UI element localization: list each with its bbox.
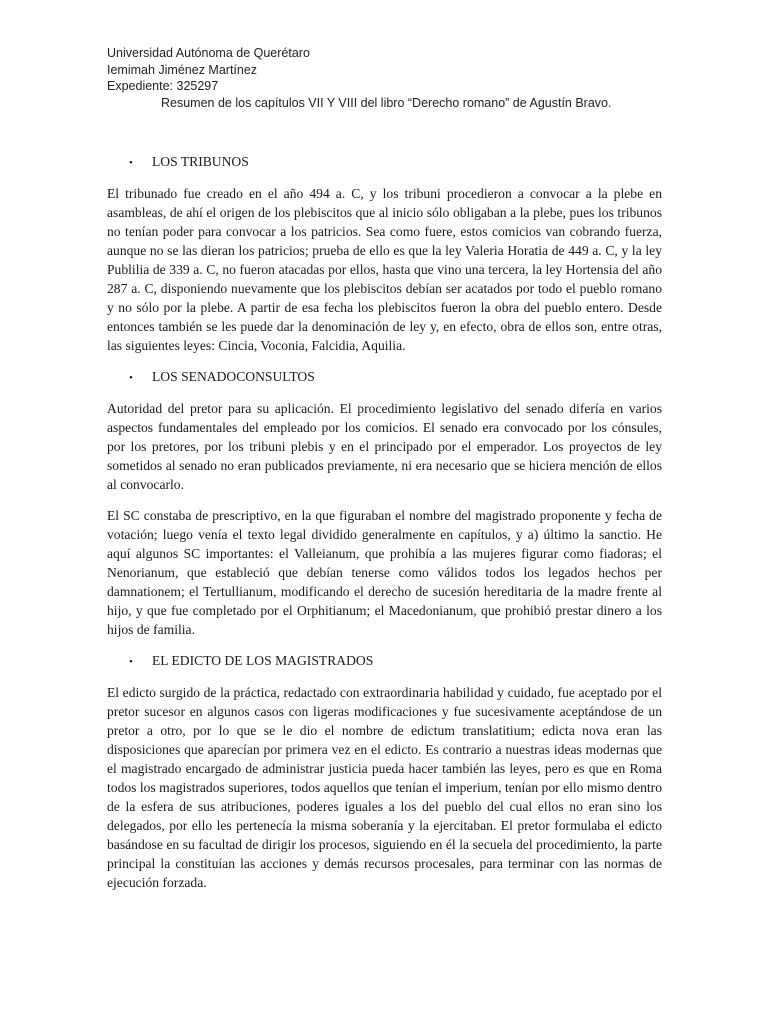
paragraph: El SC constaba de prescriptivo, en la que figuraban el nombre del magistrado proponente y fecha de votación; luego venía el texto legal dividido generalmente en capítulos, y a) último la sanctio. He aquí algunos SC importantes: el Valleianum, que prohibía a las mujeres figurar como fiadoras; el Nenorianum, que estableció que debían tenerse como válidos todos los legados hechos per damnationem; el Tertullianum, modificando el derecho de sucesión hereditaria de la madre frente al hijo, y que fue completado por el Orphitianum; el Macedonianum, que prohibió prestar dinero a los hijos de familia. bbox=[107, 508, 662, 637]
university-name: Universidad Autónoma de Querétaro bbox=[107, 46, 310, 60]
file-number: Expediente: 325297 bbox=[107, 79, 219, 93]
section-heading-senadoconsultos bbox=[107, 367, 662, 388]
section-heading-tribunos bbox=[107, 152, 662, 173]
paragraph: Autoridad del pretor para su aplicación. El procedimiento legislativo del senado difería en varios aspectos fundamentales del empleado por los comicios. El senado era convocado por los cónsules, por los pretores, por los tribuni plebis y en el principado por el emperador. Los proyectos de ley sometidos al senado no eran publicados previamente, ni era necesario que se hiciera mención de ellos al convocarlo. bbox=[107, 401, 662, 492]
document-header bbox=[107, 45, 687, 111]
document-body bbox=[107, 152, 662, 892]
section-title: EL EDICTO DE LOS MAGISTRADOS bbox=[152, 653, 374, 668]
bullet-icon: • bbox=[129, 372, 133, 384]
document-subtitle: Resumen de los capítulos VII Y VIII del libro “Derecho romano” de Agustín Bravo. bbox=[161, 95, 612, 110]
section-title: LOS TRIBUNOS bbox=[152, 154, 249, 169]
section-heading-edicto bbox=[107, 651, 662, 672]
student-name: Iemimah Jiménez Martínez bbox=[107, 62, 258, 77]
paragraph: El tribunado fue creado en el año 494 a. C, y los tribuni procedieron a convocar a la plebe en asambleas, de ahí el origen de los plebiscitos que al inicio sólo obligaban a la plebe, pues los tribunos no tenían poder para convocar a los patricios. Sea como fuere, estos comicios van cobrando fuerza, aunque no se las dieran los patricios; prueba de ello es que la ley Valeria Horatia de 449 a. C, y la ley Publilia de 339 a. C, no fueron atacadas por ellos, hasta que vino una tercera, la ley Hortensia del año 287 a. C, disponiendo nuevamente que los plebiscitos debían ser acatados por todo el pueblo romano y no sólo por la plebe. A partir de esa fecha los plebiscitos fueron la obra del pueblo entero. Desde entonces también se les puede dar la denominación de ley y, en efecto, obra de ellos son, entre otras, las siguientes leyes: Cincia, Voconia, Falcidia, Aquilia. bbox=[107, 186, 662, 353]
bullet-icon: • bbox=[129, 656, 133, 668]
paragraph: El edicto surgido de la práctica, redactado con extraordinaria habilidad y cuidado, fue aceptado por el pretor sucesor en algunos casos con ligeras modificaciones y fue sucesivamente aceptándose de un pretor a otro, por lo que se le dio el nombre de edictum translatitium; edicta nova eran las disposiciones que aparecían por primera vez en el edicto. Es contrario a nuestras ideas modernas que el magistrado encargado de administrar justicia pueda hacer también las leyes, pero es que en Roma todos los magistrados superiores, todos aquellos que tenían el imperium, tenían por ello mismo dentro de la esfera de sus atribuciones, poderes iguales a los del pueblo del cual ellos no eran sino los delegados, por ello les pertenecía la misma soberanía y la ejercitaban. El pretor formulaba el edicto basándose en su facultad de dirigir los procesos, siguiendo en él la secuela del procedimiento, la parte principal la constituían las acciones y demás recursos procesales, para terminar con las normas de ejecución forzada. bbox=[107, 685, 662, 890]
bullet-icon: • bbox=[129, 157, 133, 169]
section-title: LOS SENADOCONSULTOS bbox=[152, 369, 315, 384]
